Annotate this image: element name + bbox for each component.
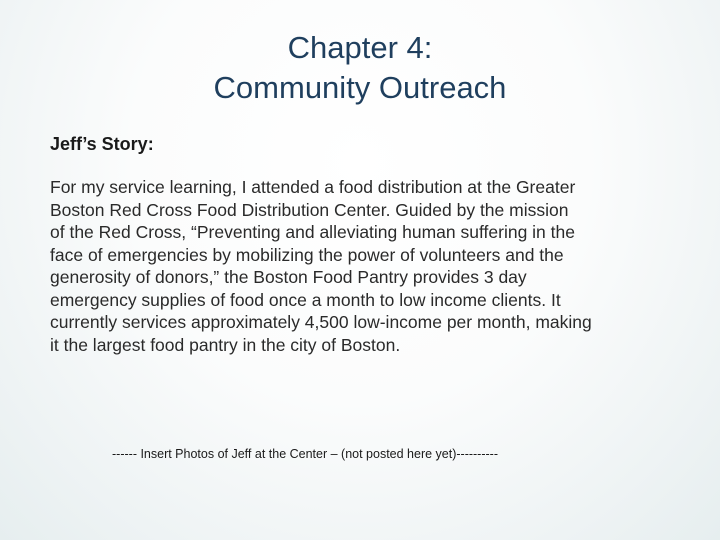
story-line: of the Red Cross, “Preventing and alleviating human suffering in the [50,222,575,242]
photo-placeholder-note: ------ Insert Photos of Jeff at the Center – (not posted here yet)---------- [112,447,498,461]
story-line: it the largest food pantry in the city of Boston. [50,334,401,355]
story-line: For my service learning, I attended a food distribution at the Greater [50,177,576,197]
story-line: emergency supplies of food once a month to low income clients. It [50,289,561,310]
story-line: Boston Red Cross Food Distribution Center. Guided by the mission [50,199,569,220]
story-line: currently services approximately 4,500 low-income per month, making [50,312,592,332]
story-line: generosity of donors,” the Boston Food Pantry provides 3 day [50,267,527,287]
slide-title-line: Chapter 4: [287,30,433,65]
story-paragraph [50,176,686,356]
slide-title-line: Community Outreach [213,70,507,105]
slide-title [100,28,620,108]
story-subheading: Jeff’s Story: [50,134,154,154]
story-line: face of emergencies by mobilizing the power of volunteers and the [50,244,564,265]
